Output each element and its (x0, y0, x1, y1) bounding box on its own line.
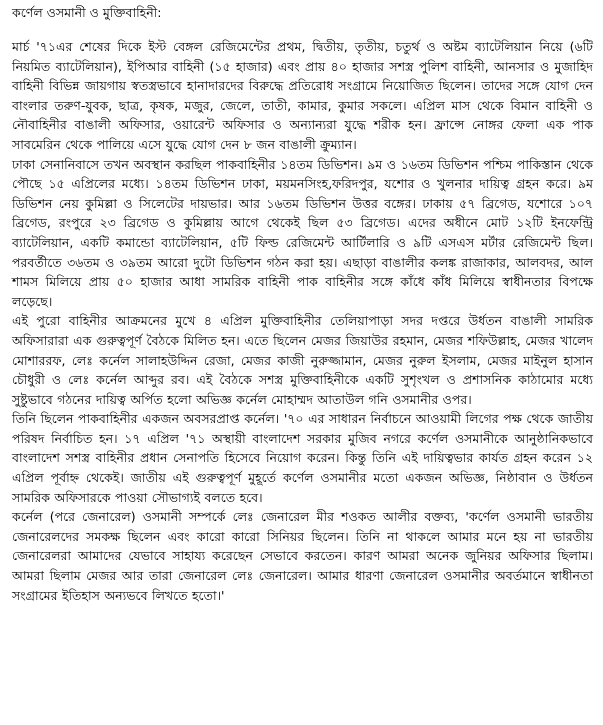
paragraph-osmani-appointment: তিনি ছিলেন পাকবাহিনীর একজন অবসরপ্রাপ্ত কর্নেল। '৭০ এর সাধারন নির্বাচনে আওয়ামী লিগের পক্ষ থেকে জাতীয় পরিষদ নির্বাচিত হন। ১৭ এপ্রিল '৭১ অস্থায়ী বাংলাদেশ সরকার মুজিব নগরে কর্ণেল ওসমানীকে আনুষ্ঠানিকভাবে বাংলাদেশ সশস্ত্র বাহিনীর প্রধান সেনাপতি হিসেবে নিয়োগ করেন। কিন্তু তিনি এই দায়িত্বভার কার্যত গ্রহন করেন ১২ এপ্রিল পূর্বাহ্ন থেকেই। জাতীয় এই গুরুত্বপূর্ণ মুহূর্তে কর্ণেল ওসমানীর মতো একজন অভিজ্ঞ, নিষ্ঠাবান ও উর্ধতন সামরিক অফিসারকে পাওয়া সৌভাগ্যই বলতে হবে। (12, 411, 593, 505)
document-title: কর্ণেল ওসমানী ও মুক্তিবাহিনী: (12, 5, 162, 20)
paragraph-pak-army-divisions: ঢাকা সেনানিবাসে তখন অবস্থান করছিল পাকবাহিনীর ১৪তম ডিভিশন। ৯ম ও ১৬তম ডিভিশন পশ্চিম পাকিস্তান থেকে পৌছে ১৫ এপ্রিলের মধ্যে। ১৪তম ডিভিশন ঢাকা, ময়মনসিংহ,ফরিদপুর, যশোর ও খুলনার দায়িত্ব গ্রহন করে। ৯ম ডিভিশন নেয় কুমিল্লা ও সিলেটের দায়ভার। আর ১৬তম ডিভিশন উত্তর বঙ্গের। ঢাকায় ৫৭ ব্রিগেড, যশোরে ১০৭ ব্রিগেড, রংপুরে ২৩ ব্রিগেড ও কুমিল্লায় আগে থেকেই ছিল ৫৩ ব্রিগেড। এদের অধীনে মোট ১২টি ইনফেন্ট্রি ব্যাটেলিয়ান, একটি কমান্ডো ব্যাটেলিয়ান, ৫টি ফিল্ড রেজিমেন্ট আর্টিলারি ও ৯টি এসএস মর্টার রেজিমেন্ট ছিল। পরবর্তীতে ৩৬তম ও ৩৯তম আরো দুটো ডিভিশন গঠন করা হয়। এছাড়া বাঙালীর কলঙ্ক রাজাকার, আলবদর, আল শামস মিলিয়ে প্রায় ৫০ হাজার আধা সামরিক বাহিনী পাক বাহিনীর সঙ্গে কাঁধে কাঁধ মিলিয়ে স্বাধীনতার বিপক্ষে লড়েছে। (12, 156, 593, 309)
paragraph-shawkat-ali-quote: কর্নেল (পরে জেনারেল) ওসমানী সম্পর্কে লেঃ জেনারেল মীর শওকত আলীর বক্তব্য, 'কর্ণেল ওসমানী ভারতীয় জেনারেলদের সমকক্ষ ছিলেন এবং কারো কারো সিনিয়র ছিলেন। তিনি না থাকলে আমার মনে হয় না ভারতীয় জেনারেলরা আমাদের যেভাবে সাহায্য করেছেন সেভাবে করতেন। কারণ আমরা অনেক জুনিয়র অফিসার ছিলাম। আমরা ছিলাম মেজর আর তারা জেনারেল লেঃ জেনারেল। আমার ধারণা জেনারেল ওসমানীর অবর্তমানে স্বাধীনতা সংগ্রামের ইতিহাস অন্যভবে লিখতে হতো।' (12, 509, 593, 603)
paragraph-resistance-forces: মার্চ '৭১এর শেষের দিকে ইস্ট বেঙ্গল রেজিমেন্টের প্রথম, দ্বিতীয়, তৃতীয়, চতুর্থ ও অষ্টম ব্যাটেলিয়ান নিয়ে (৬টি নিয়মিত ব্যাটেলিয়ান), ইপিআর বাহিনী (১৫ হাজার) এবং প্রায় ৪০ হাজার সশস্ত্র পুলিশ বাহিনী, আনসার ও মুজাহিদ বাহিনী বিভিন্ন জায়গায় স্বতস্ত্রভাবে হানাদারদের বিরুদ্ধে প্রতিরোধ সংগ্রামে নিয়োজিত ছিলেন। তাদের সঙ্গে যোগ দেন বাংলার তরুণ-যুবক, ছাত্র, কৃষক, মজুর, জেলে, তাতী, কামার, কুমার সকলে। এপ্রিল মাস থেকে বিমান বাহিনী ও নৌবাহিনীর বাঙালী অফিসার, ওয়ারেন্ট অফিসার ও অন্যান্যরা যুদ্ধে শরীক হন। ফ্রান্সে নোঙ্গর ফেলা এক পাক সাবমেরিন থেকে পালিয়ে এসে যুদ্ধে যোগ দেন ৮ জন বাঙালী ক্রুম্যান। (12, 39, 593, 152)
paragraph-teliapara-meeting: এই পুরো বাহিনীর আক্রমনের মুখে ৪ এপ্রিল মুক্তিবাহিনীর তেলিয়াপাড়া সদর দপ্তরে উর্ধতন বাঙালী সামরিক অফিসারারা এক গুরুত্বপূর্ণ বৈঠকে মিলিত হন। এতে ছিলেন মেজর জিয়াউর রহমান, মেজর শফিউল্লাহ, মেজর খালেদ মোশাররফ, লেঃ কর্নেল সালাহউদ্দিন রেজা, মেজর কাজী নুরুজ্জামান, মেজর নুরুল ইসলাম, মেজর মাইনুল হাসান চৌধুরী ও লেঃ কর্নেল আব্দুর রব। এই বৈঠকে সশস্ত্র মুক্তিবাহিনীকে একটি সুশৃংখল ও প্রশাসনিক কাঠামোর মধ্যে সুষ্টুভাবে গঠনের দায়িত্ব অর্পিত হলো অভিজ্ঞ কর্নেল মোহাম্মদ আতাউল গনি ওসমানীর ওপর। (12, 313, 593, 407)
